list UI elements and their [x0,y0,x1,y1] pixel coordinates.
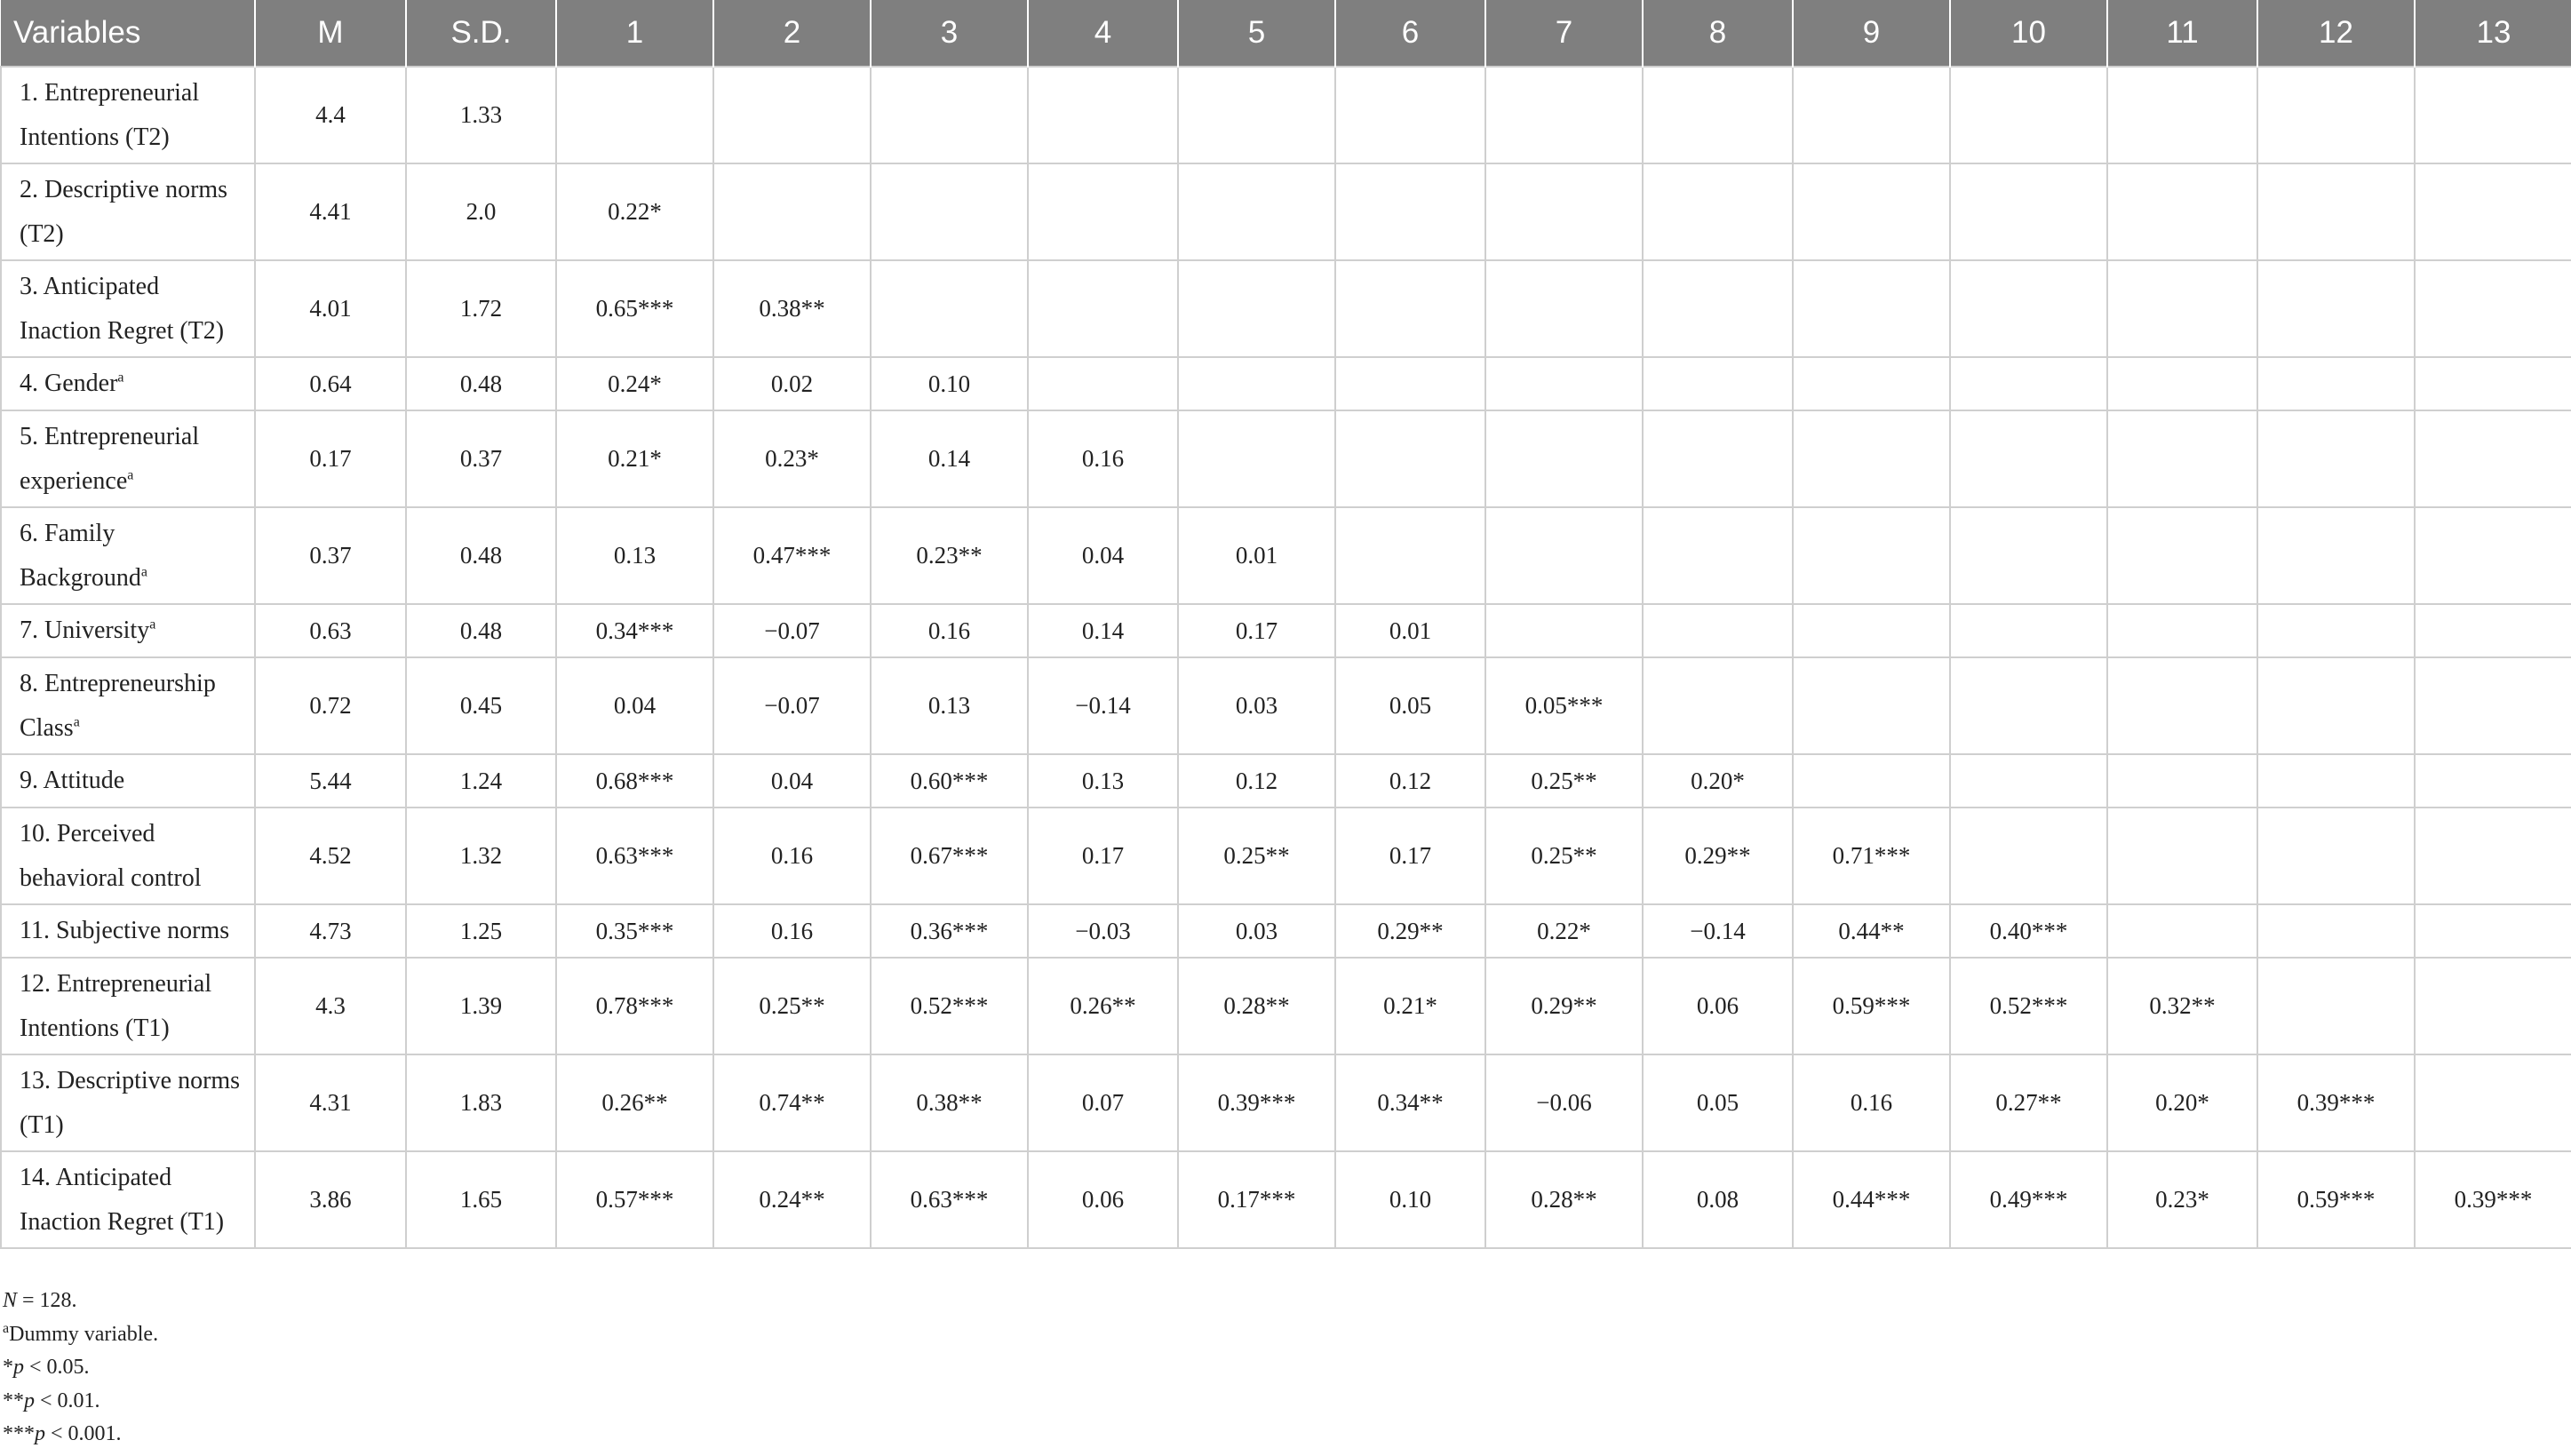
sd-cell: 1.25 [406,904,556,958]
correlation-cell: 0.23* [2107,1151,2257,1248]
correlation-cell [1793,357,1950,410]
correlation-cell [2415,163,2571,260]
table-row [1,1151,2571,1248]
sd-cell: 0.45 [406,657,556,754]
correlation-cell [2107,507,2257,604]
correlation-cell: 0.26** [1028,958,1178,1054]
note-p05-symbol: p [13,1356,24,1379]
correlation-cell: 0.24* [556,357,713,410]
correlation-cell: 0.26** [556,1054,713,1151]
correlation-cell: 0.07 [1028,1054,1178,1151]
correlation-cell: 0.24** [713,1151,871,1248]
header-row [1,0,2571,67]
mean-cell: 0.63 [255,604,406,657]
correlation-cell [2257,958,2415,1054]
table-row [1,67,2571,163]
correlation-cell [1335,507,1485,604]
correlation-cell: −0.03 [1028,904,1178,958]
correlation-cell [1485,67,1643,163]
correlation-cell: 0.05 [1643,1054,1793,1151]
correlation-cell: 0.17 [1178,604,1335,657]
correlation-cell: 0.10 [1335,1151,1485,1248]
correlation-cell: −0.06 [1485,1054,1643,1151]
note-n-value: = 128. [17,1289,77,1312]
note-p01-text: < 0.01. [35,1388,100,1412]
correlation-cell [1950,808,2107,904]
variable-label [1,357,255,410]
correlation-cell: 0.16 [713,808,871,904]
note-n-symbol: N [3,1289,18,1312]
variable-name: 11. Subjective norms [20,917,230,944]
note-p001-symbol: p [35,1422,45,1445]
correlation-cell: 0.04 [1028,507,1178,604]
sd-cell: 0.48 [406,357,556,410]
sd-cell: 1.32 [406,808,556,904]
sd-cell: 1.33 [406,67,556,163]
correlation-cell: 0.21* [1335,958,1485,1054]
correlation-cell [2257,604,2415,657]
correlation-cell: 0.28** [1178,958,1335,1054]
sd-cell: 1.39 [406,958,556,1054]
note-dummy [3,1318,158,1352]
correlation-cell: 0.14 [871,410,1028,507]
correlation-cell: 0.22* [556,163,713,260]
correlation-cell: 0.16 [871,604,1028,657]
header-col-11: 9 [1793,0,1950,67]
table-row [1,507,2571,604]
correlation-cell [1793,163,1950,260]
correlation-cell [2415,260,2571,357]
correlation-cell: 0.78*** [556,958,713,1054]
correlation-cell [1028,357,1178,410]
correlation-cell [2257,260,2415,357]
correlation-cell: 0.29** [1643,808,1793,904]
note-dummy-text: Dummy variable. [9,1322,159,1346]
correlation-cell [2415,904,2571,958]
correlation-cell: 0.06 [1028,1151,1178,1248]
correlation-cell [1950,410,2107,507]
variable-label [1,507,255,604]
correlation-cell: 0.29** [1335,904,1485,958]
dummy-marker: a [149,617,156,633]
header-col-9: 7 [1485,0,1643,67]
sd-cell: 0.48 [406,604,556,657]
correlation-cell [2415,410,2571,507]
correlation-cell: 0.39*** [1178,1054,1335,1151]
correlation-cell: −0.14 [1643,904,1793,958]
correlation-cell [1335,67,1485,163]
correlation-cell: 0.08 [1643,1151,1793,1248]
table-row [1,754,2571,808]
correlation-cell [2415,357,2571,410]
correlation-cell: 0.34*** [556,604,713,657]
variable-name: 13. Descriptive norms (T1) [20,1066,241,1139]
table-row [1,357,2571,410]
correlation-cell: 0.23* [713,410,871,507]
correlation-cell: 0.38** [871,1054,1028,1151]
header-col-8: 6 [1335,0,1485,67]
correlation-cell: 0.60*** [871,754,1028,808]
correlation-cell [1950,604,2107,657]
sd-cell: 1.65 [406,1151,556,1248]
correlation-cell [1178,357,1335,410]
correlation-cell: 0.13 [1028,754,1178,808]
note-p01 [3,1385,158,1419]
correlation-cell: 0.02 [713,357,871,410]
header-col-5: 3 [871,0,1028,67]
correlation-cell [1335,163,1485,260]
note-p01-stars: ** [3,1388,24,1412]
correlation-cell: 0.25** [1485,754,1643,808]
correlation-cell [1950,67,2107,163]
correlation-cell: 0.59*** [2257,1151,2415,1248]
correlation-cell [1793,604,1950,657]
correlation-cell [2415,657,2571,754]
correlation-cell: 0.57*** [556,1151,713,1248]
correlation-cell [1485,260,1643,357]
correlation-cell [713,67,871,163]
correlation-cell [1793,260,1950,357]
correlation-cell [2415,67,2571,163]
mean-cell: 4.52 [255,808,406,904]
correlation-cell: 0.32** [2107,958,2257,1054]
correlation-cell: 0.25** [1178,808,1335,904]
header-col-4: 2 [713,0,871,67]
correlation-cell: −0.07 [713,604,871,657]
correlation-cell [1335,357,1485,410]
variable-label [1,657,255,754]
correlation-cell [2107,357,2257,410]
correlation-cell: 0.34** [1335,1054,1485,1151]
note-p01-symbol: p [24,1388,35,1412]
correlation-cell [1335,410,1485,507]
correlation-cell: 0.38** [713,260,871,357]
correlation-cell [2107,260,2257,357]
header-col-6: 4 [1028,0,1178,67]
correlation-cell [1643,163,1793,260]
correlation-cell [556,67,713,163]
variable-label [1,604,255,657]
variable-label [1,67,255,163]
correlation-cell [1793,507,1950,604]
correlation-cell: 0.29** [1485,958,1643,1054]
dummy-marker: a [117,370,124,386]
correlation-cell: 0.39*** [2257,1054,2415,1151]
note-sample-size [3,1285,158,1318]
dummy-marker: a [73,714,80,730]
mean-cell: 5.44 [255,754,406,808]
variable-label [1,163,255,260]
sd-cell: 2.0 [406,163,556,260]
correlation-cell [2107,808,2257,904]
correlation-cell: 0.13 [871,657,1028,754]
variable-name: 10. Perceived behavioral control [20,819,202,892]
correlation-cell [2257,410,2415,507]
correlation-cell [1028,67,1178,163]
sd-cell: 1.83 [406,1054,556,1151]
correlation-cell: 0.06 [1643,958,1793,1054]
correlation-cell: 0.63*** [871,1151,1028,1248]
correlation-cell [1643,604,1793,657]
header-col-15: 13 [2415,0,2571,67]
correlation-cell [1950,657,2107,754]
header-col-7: 5 [1178,0,1335,67]
variable-name: 5. Entrepreneurial experience [20,422,200,495]
correlation-cell [2107,67,2257,163]
table-header [1,0,2571,67]
header-col-12: 10 [1950,0,2107,67]
correlation-cell: 0.25** [1485,808,1643,904]
correlation-cell [1485,507,1643,604]
correlation-cell: 0.16 [1028,410,1178,507]
correlation-cell [1178,410,1335,507]
correlation-cell [2257,163,2415,260]
correlation-cell [1950,357,2107,410]
correlation-cell [1950,507,2107,604]
correlation-cell: 0.35*** [556,904,713,958]
variable-name: 1. Entrepreneurial Intentions (T2) [20,78,200,151]
correlation-cell [1485,604,1643,657]
correlation-cell [1643,657,1793,754]
correlation-cell [1643,67,1793,163]
correlation-cell [2415,604,2571,657]
sd-cell: 0.48 [406,507,556,604]
correlation-cell [1793,410,1950,507]
correlation-cell [2257,754,2415,808]
correlation-cell: 0.25** [713,958,871,1054]
correlation-cell [2415,1054,2571,1151]
table-row [1,657,2571,754]
table-body [1,67,2571,1248]
correlation-cell: −0.14 [1028,657,1178,754]
correlation-cell [2107,163,2257,260]
correlation-cell [1950,260,2107,357]
mean-cell: 4.3 [255,958,406,1054]
correlation-cell [2107,657,2257,754]
variable-label [1,958,255,1054]
correlation-cell: 0.03 [1178,904,1335,958]
mean-cell: 0.37 [255,507,406,604]
correlation-cell [1793,657,1950,754]
correlation-cell: 0.16 [1793,1054,1950,1151]
variable-name: 2. Descriptive norms (T2) [20,175,228,248]
correlation-cell: 0.27** [1950,1054,2107,1151]
correlation-cell [1178,67,1335,163]
correlation-cell: 0.01 [1335,604,1485,657]
note-p001-text: < 0.001. [45,1422,122,1445]
correlation-cell: 0.68*** [556,754,713,808]
correlation-cell: 0.63*** [556,808,713,904]
correlation-cell: 0.20* [1643,754,1793,808]
correlation-cell [2415,507,2571,604]
correlation-cell [871,163,1028,260]
header-col-3: 1 [556,0,713,67]
correlation-cell [2257,357,2415,410]
correlation-cell: 0.17 [1028,808,1178,904]
note-p05-text: < 0.05. [24,1356,90,1379]
correlation-cell: 0.23** [871,507,1028,604]
correlation-cell: 0.16 [713,904,871,958]
correlation-cell: 0.05*** [1485,657,1643,754]
correlation-cell: 0.01 [1178,507,1335,604]
mean-cell: 4.4 [255,67,406,163]
correlation-cell [1643,260,1793,357]
mean-cell: 4.73 [255,904,406,958]
header-col-10: 8 [1643,0,1793,67]
correlation-cell [1178,163,1335,260]
correlation-cell: 0.17*** [1178,1151,1335,1248]
correlation-cell [1485,410,1643,507]
correlation-cell [1793,754,1950,808]
correlation-cell: 0.65*** [556,260,713,357]
mean-cell: 4.41 [255,163,406,260]
mean-cell: 4.01 [255,260,406,357]
dummy-marker: a [127,467,134,483]
correlation-cell: 0.49*** [1950,1151,2107,1248]
correlation-cell: 0.28** [1485,1151,1643,1248]
correlation-cell [871,67,1028,163]
variable-name: 14. Anticipated Inaction Regret (T1) [20,1163,225,1236]
correlation-cell [2107,604,2257,657]
correlation-cell [1335,260,1485,357]
correlation-cell [2415,754,2571,808]
correlation-cell [1028,260,1178,357]
sd-cell: 1.72 [406,260,556,357]
note-p001 [3,1418,158,1452]
correlation-cell: 0.10 [871,357,1028,410]
correlation-cell [1643,410,1793,507]
variable-name: 7. University [20,617,150,644]
note-p05-stars: * [3,1356,13,1379]
table-row [1,958,2571,1054]
variable-name: 4. Gender [20,370,118,397]
mean-cell: 4.31 [255,1054,406,1151]
correlation-cell: 0.04 [713,754,871,808]
table-row [1,604,2571,657]
table-row [1,410,2571,507]
correlation-cell: 0.67*** [871,808,1028,904]
table-row [1,904,2571,958]
sd-cell: 0.37 [406,410,556,507]
variable-label [1,1151,255,1248]
correlation-cell [1793,67,1950,163]
correlation-cell: 0.74** [713,1054,871,1151]
correlation-cell: 0.52*** [1950,958,2107,1054]
variable-name: 8. Entrepreneurship Class [20,669,216,742]
variable-name: 9. Attitude [20,767,125,794]
correlation-cell: 0.44*** [1793,1151,1950,1248]
correlation-cell [2107,410,2257,507]
variable-label [1,904,255,958]
header-col-13: 11 [2107,0,2257,67]
variable-label [1,754,255,808]
variable-name: 12. Entrepreneurial Intentions (T1) [20,969,212,1042]
correlation-cell [713,163,871,260]
correlation-cell [2107,904,2257,958]
correlation-cell [1485,357,1643,410]
correlation-cell [871,260,1028,357]
variable-label [1,410,255,507]
correlation-cell [1643,357,1793,410]
variable-label [1,808,255,904]
correlation-cell [2257,904,2415,958]
sd-cell: 1.24 [406,754,556,808]
correlation-cell [1950,754,2107,808]
correlation-cell: 0.22* [1485,904,1643,958]
correlation-cell: 0.03 [1178,657,1335,754]
correlation-cell: 0.40*** [1950,904,2107,958]
mean-cell: 0.64 [255,357,406,410]
table-row [1,163,2571,260]
correlation-cell [1028,163,1178,260]
correlation-cell: 0.47*** [713,507,871,604]
correlation-cell [1485,163,1643,260]
correlation-cell: 0.36*** [871,904,1028,958]
correlation-cell [2415,808,2571,904]
table-row [1,808,2571,904]
correlation-cell [2257,507,2415,604]
correlation-cell [2107,754,2257,808]
correlation-cell: 0.05 [1335,657,1485,754]
correlation-cell [1950,163,2107,260]
correlation-cell: 0.17 [1335,808,1485,904]
correlation-cell: 0.14 [1028,604,1178,657]
variable-label [1,260,255,357]
table-row [1,1054,2571,1151]
correlation-cell: 0.21* [556,410,713,507]
correlation-cell: 0.71*** [1793,808,1950,904]
correlation-cell: 0.44** [1793,904,1950,958]
correlation-cell [1178,260,1335,357]
mean-cell: 0.17 [255,410,406,507]
correlation-cell [2257,67,2415,163]
header-col-14: 12 [2257,0,2415,67]
note-p001-stars: *** [3,1422,35,1445]
header-col-1: M [255,0,406,67]
correlation-cell: −0.07 [713,657,871,754]
correlation-cell: 0.12 [1335,754,1485,808]
correlation-cell: 0.04 [556,657,713,754]
correlation-cell [2257,808,2415,904]
correlation-cell: 0.59*** [1793,958,1950,1054]
mean-cell: 3.86 [255,1151,406,1248]
variable-name: 6. Family Background [20,519,141,592]
correlation-cell: 0.13 [556,507,713,604]
header-variables: Variables [1,0,255,67]
note-p05 [3,1351,158,1385]
correlation-cell: 0.39*** [2415,1151,2571,1248]
dummy-marker: a [140,564,147,580]
header-col-2: S.D. [406,0,556,67]
mean-cell: 0.72 [255,657,406,754]
correlation-cell: 0.52*** [871,958,1028,1054]
variable-name: 3. Anticipated Inaction Regret (T2) [20,272,225,345]
correlation-cell [2257,657,2415,754]
table-row [1,260,2571,357]
table-notes [3,1285,158,1452]
correlation-cell: 0.12 [1178,754,1335,808]
correlation-cell [1643,507,1793,604]
variable-label [1,1054,255,1151]
note-dummy-marker: a [3,1320,10,1336]
correlation-cell: 0.20* [2107,1054,2257,1151]
correlation-cell [2415,958,2571,1054]
